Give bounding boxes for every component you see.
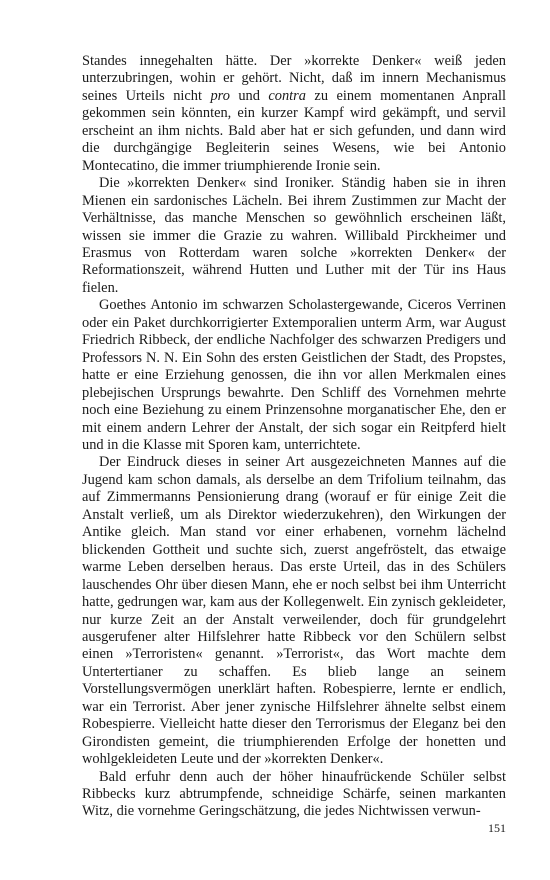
paragraph-schueler: Bald erfuhr denn auch der höher hinaufrückende Schüler selbst Ribbecks kurz abtrumpfende, schneidige Schärfe, seinen markanten Witz, die vornehme Geringschätzung, die jedes Nichtwissen verwun- — [82, 768, 506, 820]
italic-word-pro: pro — [210, 87, 230, 104]
text-run: und — [229, 87, 269, 104]
book-page-text — [82, 53, 506, 821]
text-run: zu einem momentanen Anprall gekommen sein könnten, ein kurzer Kampf wird gekämpft, und servil erscheint an ihm nichts. Bald aber hat er sich gefunden, und dann wird die durchgängige Begleiterin seines Wesens, wie bei Antonio Montecatino, die immer triumphierende Ironie sein. — [82, 87, 507, 174]
paragraph-ribbeck: Goethes Antonio im schwarzen Scholastergewande, Ciceros Verrinen oder ein Paket durchkorrigierter Extemporalien unterm Arm, war August Friedrich Ribbeck, der endliche Nachfolger des schwarzen Predigers und Professors N. N. Ein Sohn des ersten Geistlichen der Stadt, des Propstes, hatte er eine Erziehung genossen, die ihn vor allen Merkmalen eines plebejischen Ursprungs bewahrte. Den Schliff des Vornehmen mehrte noch eine Beziehung zu einem Prinzensohne morganatischer Ehe, den er mit einem andern Lehrer der Anstalt, der sich sogar ein Reitpferd hielt und in die Klasse mit Sporen kam, unterrichtete. — [82, 297, 506, 453]
paragraph-continued — [82, 53, 506, 175]
italic-word-contra: contra — [268, 87, 306, 104]
text-run: Standes innegehalten hätte. Der »korrekte Denker« weiß jeden unterzubringen, wohin er gehört. Nicht, daß im innern Mechanismus seines Urteils nicht — [82, 53, 506, 104]
paragraph-eindruck: Der Eindruck dieses in seiner Art ausgezeichneten Mannes auf die Jugend kam schon damals, als derselbe an dem Trifolium teilnahm, das auf Zimmermanns Pensionierung drang (worauf er für einige Zeit die Anstalt verließ, um als Direktor wiederzukehren), den Wirkungen der Antike gleich. Man stand vor einer erhabenen, vornehm lächelnd blickenden Gottheit und suchte sich, zuerst angefröstelt, das etwaige warme Leben derselben heraus. Das erste Urteil, das in des Schülers lauschendes Ohr über diesen Mann, ehe er noch selbst bei ihm Unterricht hatte, gedrungen war, kam aus der Kollegenwelt. Ein zynisch gekleideter, nur kurze Zeit an der Anstalt verweilender, doch für grundgelehrt ausgerufener alter Hilfslehrer hatte Ribbeck vor den Schülern selbst einen »Terroristen« genannt. »Terrorist«, das Wort machte dem Untertertianer zu schaffen. Es blieb lange an seinem Vorstellungsvermögen unerklärt haften. Robespierre, lernte er endlich, war ein Terrorist. Aber jener zynische Hilfslehrer ähnelte selbst einem Robespierre. Vielleicht hatte dieser den Terrorismus der Eleganz bei den Girondisten gemeint, die triumphierenden Erfolge der honetten und wohlgekleideten Leute und der »korrekten Denker«. — [82, 454, 506, 768]
paragraph-ironiker: Die »korrekten Denker« sind Ironiker. Ständig haben sie in ihren Mienen ein sardonisches Lächeln. Bei ihrem Zustimmen zur Macht der Verhältnisse, das manche Menschen so gewöhnlich erscheinen läßt, wissen sie immer die Grazie zu wahren. Willibald Pirckheimer und Erasmus von Rotterdam waren solche »korrekten Denker« der Reformationszeit, während Hutten und Luther mit der Tür ins Haus fielen. — [82, 175, 506, 296]
page-number: 151 — [488, 821, 506, 835]
